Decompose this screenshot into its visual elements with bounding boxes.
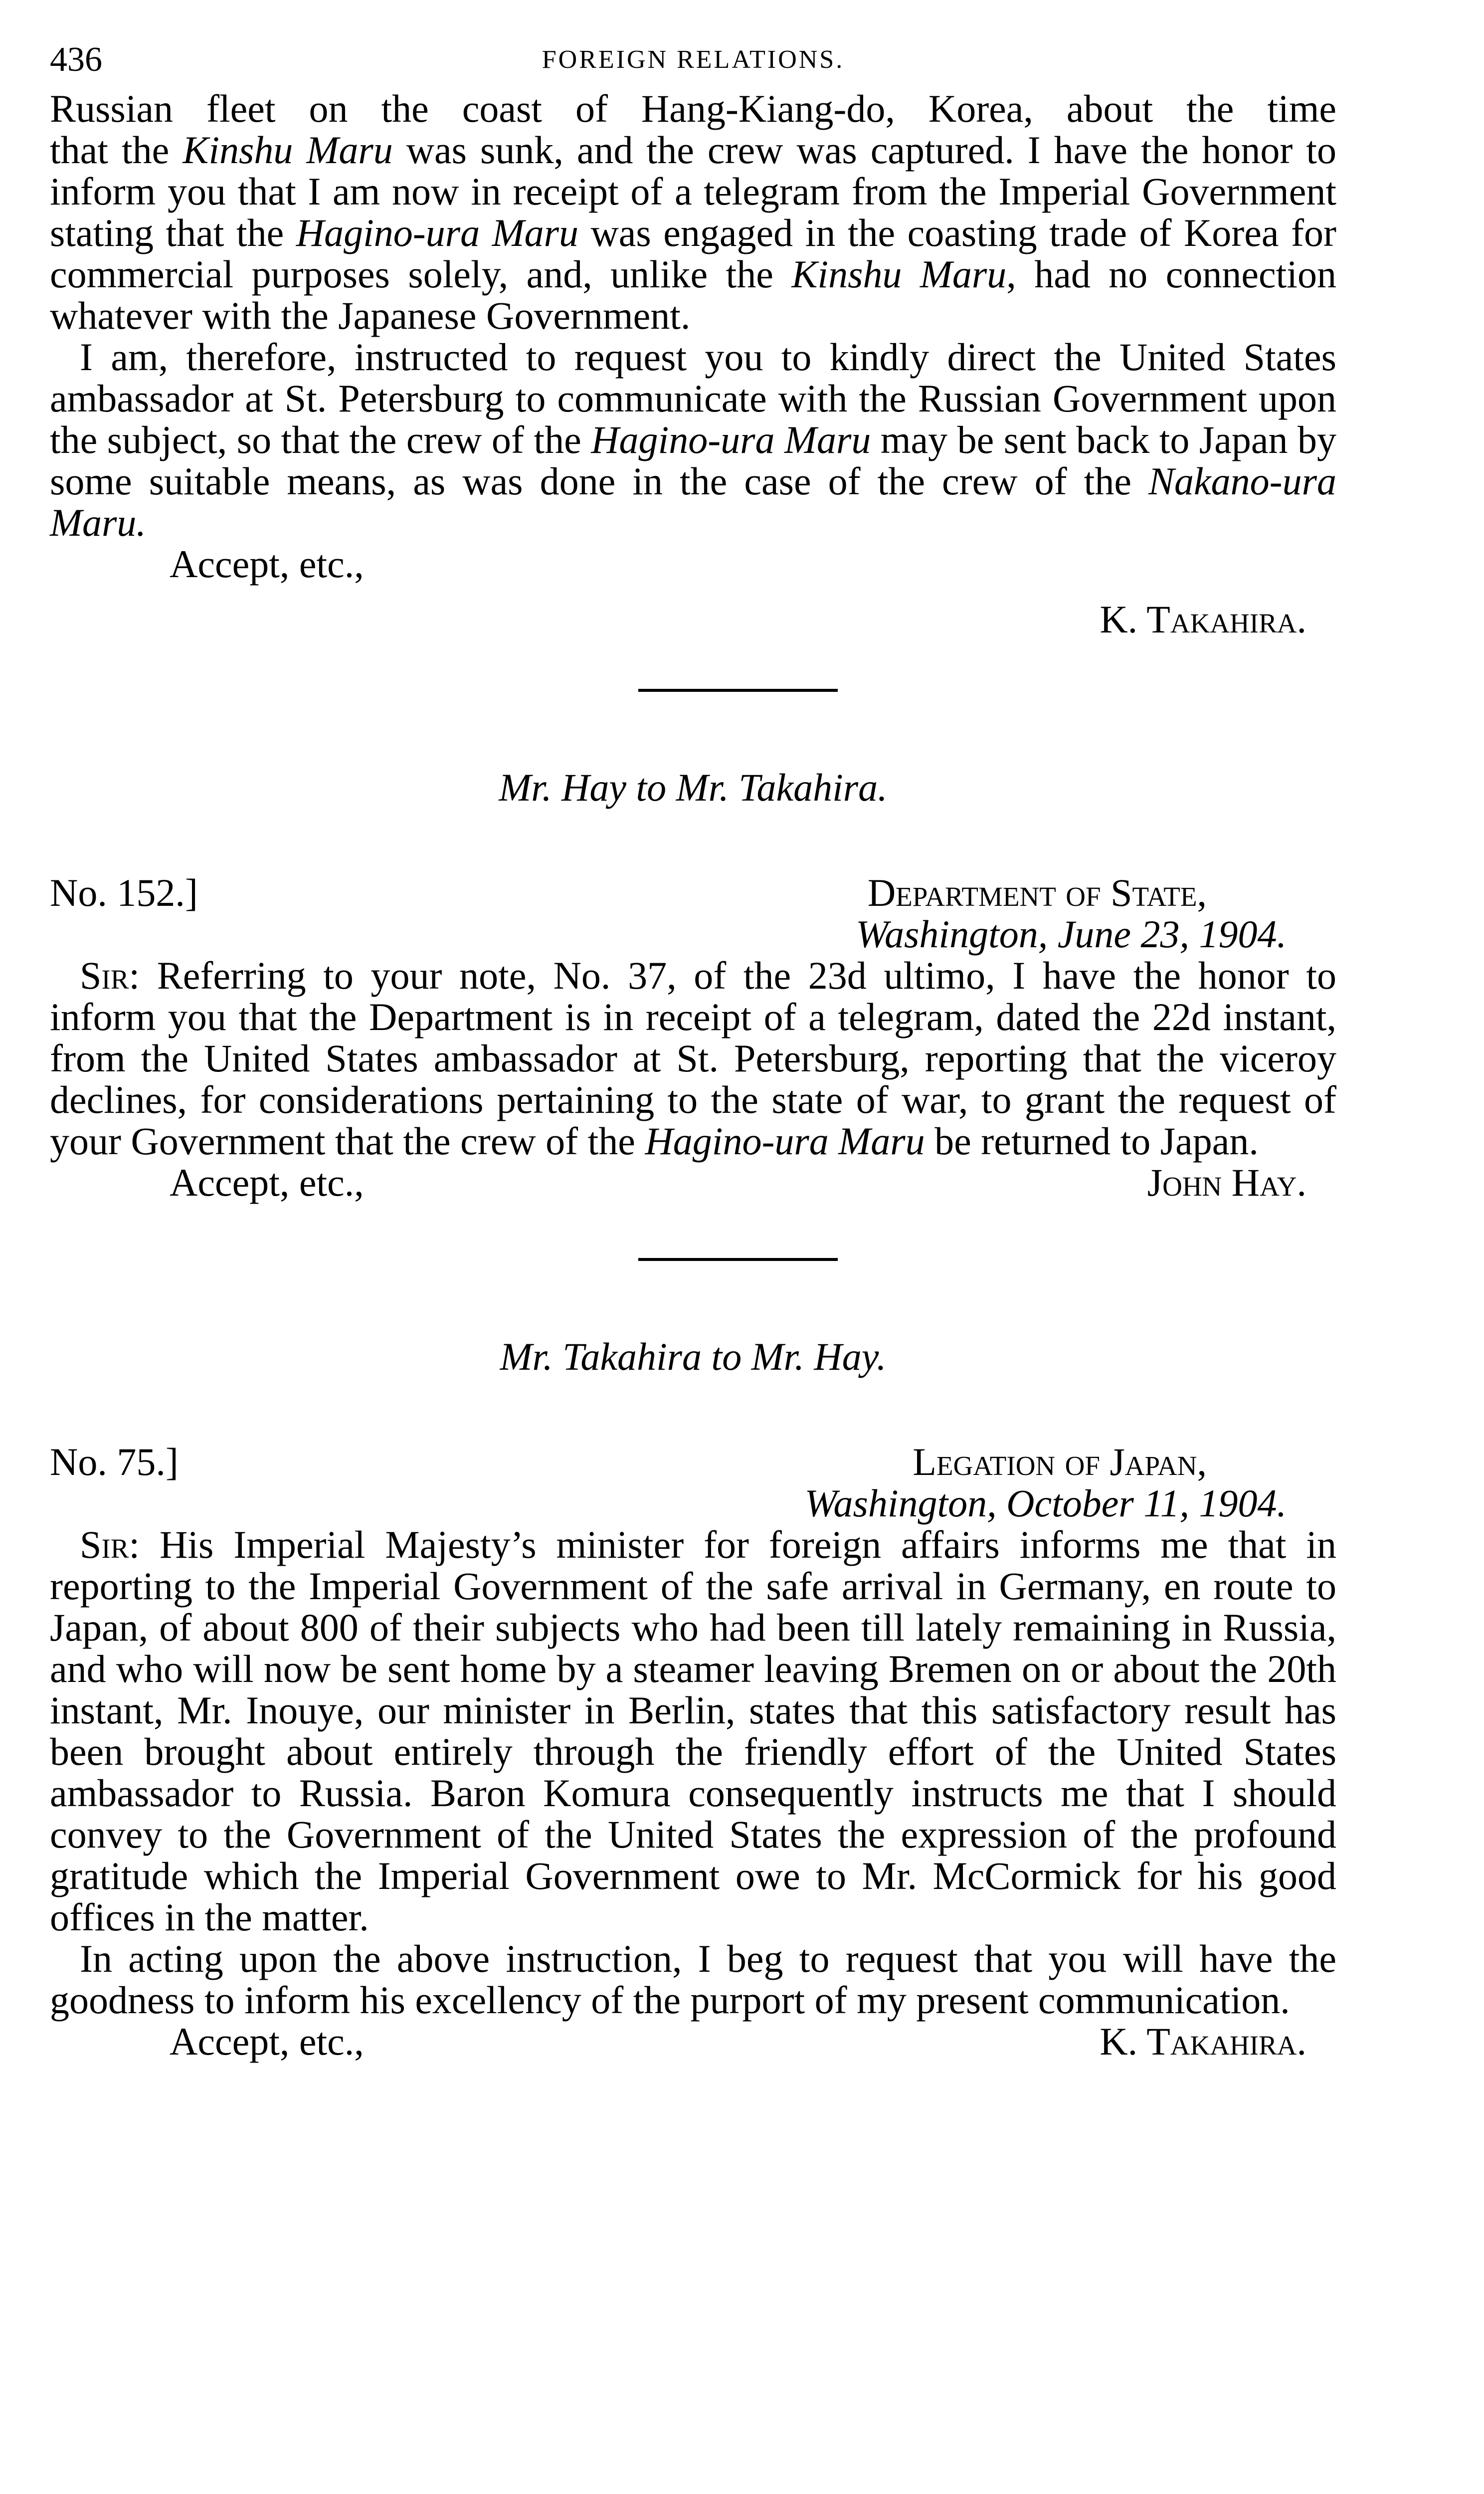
letter3-number: No. 75.] [50,1440,179,1483]
letter3-heading: Mr. Takahira to Mr. Hay. [500,1335,887,1378]
section-divider [638,689,838,692]
section-divider [638,1258,838,1261]
letter1-text-b: was sunk, and the crew was captured. I have the honor to inform you that I am now in receipt of a telegram from the Imperial Government stating that the [50,128,1336,254]
letter1-text-f: may be sent back to Japan by some suitable means, as was done in the case of the crew of the [50,418,1336,503]
letter2-heading: Mr. Hay to Mr. Takahira. [499,766,888,809]
letter3-dateline: Washington, October 11, 1904. [804,1481,1287,1525]
letter2-reference-row [50,872,1336,913]
letter1-text-d: , had no connection whatever with the Japanese Government. [50,252,1336,337]
ship-name: Nakano-ura Maru. [50,459,1336,544]
letter3-paragraph-2: In acting upon the above instruction, I beg to request that you will have the goodness to inform his excellency of the purport of my present communication. [50,1937,1336,2022]
letter1-first-line: Russian fleet on the coast of Hang-Kiang-do, Korea, about the time [50,87,1336,130]
running-title: FOREIGN RELATIONS. [542,45,845,74]
letter3-closing: Accept, etc., [170,2020,364,2063]
page-number: 436 [50,40,102,79]
letter2-body-text: : Referring to your note, No. 37, of the 23d ultimo, I have the honor to inform you that the Department is in receipt of a telegram, dated the 22d instant, from the United States ambassador at St. Petersburg, reporting that the viceroy declines, for considerations pertaining to the state of war, to grant the request of your Government that the crew of the [50,954,1336,1163]
letter3-office: Legation of Japan, [913,1440,1207,1483]
letter1-signature: K. Takahira. [1100,598,1306,641]
letter1-closing: Accept, etc., [170,542,364,586]
ship-name: Hagino-ura Maru [591,418,871,461]
letter3-closing-row [50,2021,1336,2062]
document-page [50,40,1336,2062]
ship-name: Kinshu Maru [791,252,1007,296]
letter2-number: No. 152.] [50,871,198,914]
salutation: Sir [80,1523,129,1566]
ship-name: Kinshu Maru [183,128,393,172]
running-head [50,40,1336,88]
letter1-text-c: was engaged in the coasting trade of Korea for commercial purposes solely, and, unlike the [50,211,1336,296]
letter2-body-end: be returned to Japan. [925,1119,1259,1163]
letter3-signature: K. Takahira. [1100,2020,1306,2063]
letter2-closing: Accept, etc., [170,1161,364,1204]
letter3-paragraph-1 [50,1524,1336,1938]
letter2-closing-row [50,1162,1336,1203]
ship-name: Hagino-ura Maru [296,211,578,254]
letter3-reference-row [50,1441,1336,1482]
letter2-dateline: Washington, June 23, 1904. [856,912,1287,956]
letter2-body [50,955,1336,1162]
letter1-paragraph-2 [50,336,1336,543]
salutation: Sir [80,954,129,997]
letter1-text-a: that the [50,128,183,172]
letter1-text-e: I am, therefore, instructed to request you to kindly direct the United States ambassador at St. Petersburg to communicate with the Russian Government upon the subject, so that the crew of the [50,335,1336,461]
ship-name: Hagino-ura Maru [645,1119,925,1163]
letter1-paragraph-1 [50,129,1336,336]
letter2-office: Department of State, [867,871,1207,914]
letter2-signature: John Hay. [1147,1161,1306,1204]
letter3-paragraph-1-text: : His Imperial Majesty’s minister for foreign affairs informs me that in reporting to the Imperial Government of the safe arrival in Germany, en route to Japan, of about 800 of their subjects who had been till lately remaining in Russia, and who will now be sent home by a steamer leaving Bremen on or about the 20th instant, Mr. Inouye, our minister in Berlin, states that this satisfactory result has been brought about entirely through the friendly effort of the United States ambassador to Russia. Baron Komura consequently instructs me that I should convey to the Government of the United States the expression of the profound gratitude which the Imperial Government owe to Mr. McCormick for his good offices in the matter. [50,1523,1336,1939]
